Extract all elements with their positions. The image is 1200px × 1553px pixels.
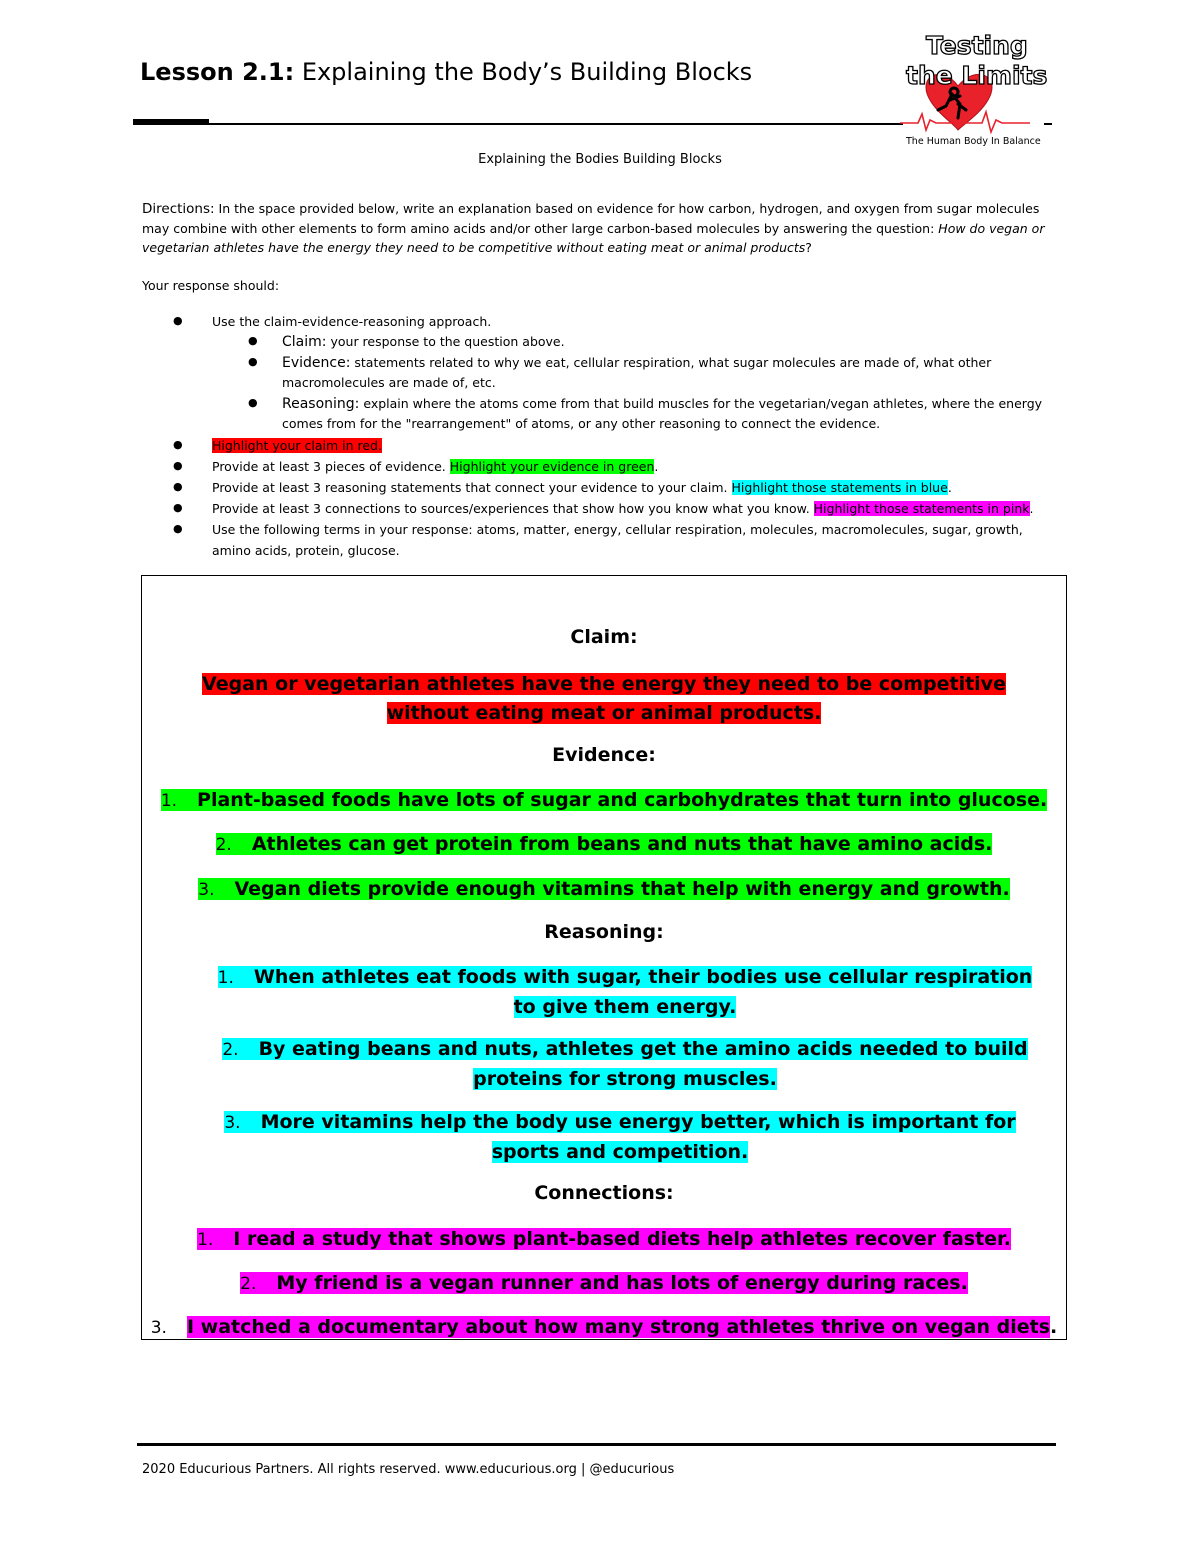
reasoning-item: [220, 1108, 1020, 1167]
reasoning-item-2: [222, 1038, 1027, 1090]
list-item: [140, 311, 1060, 435]
list-number: 1.: [197, 1230, 214, 1250]
reasoning-heading: Reasoning:: [544, 921, 664, 943]
list-item: [212, 332, 1060, 353]
list-item: [140, 456, 1060, 477]
reasoning-text: When athletes eat foods with sugar, their bodies use cellular respiration to give them energy.: [253, 966, 1033, 1018]
lesson-title-text: Explaining the Body’s Building Blocks: [294, 58, 753, 86]
punctuation: .: [1029, 500, 1034, 516]
reasoning-text: By eating beans and nuts, athletes get the amino acids needed to build proteins for strong muscles.: [258, 1038, 1028, 1090]
evidence-text: Athletes can get protein from beans and nuts that have amino acids.: [251, 833, 993, 855]
reasoning-definition: explain where the atoms come from that build muscles for the vegetarian/vegan athletes, where the energy comes from for the "rearrangement" of atoms, or any other reasoning to connect the evidence.: [282, 395, 1043, 431]
directions-paragraph: [142, 199, 1062, 257]
evidence-item: [142, 830, 1066, 860]
evidence-item-1: [161, 789, 1047, 811]
requirement-reasoning-highlight: Highlight those statements in blue: [731, 479, 948, 495]
reasoning-item-1: [218, 966, 1033, 1018]
list-item: [140, 477, 1060, 498]
testing-the-limits-logo: [898, 28, 1048, 150]
worksheet-title: Explaining the Bodies Building Blocks: [478, 152, 722, 167]
connection-item: [142, 1225, 1066, 1255]
claim-definition: your response to the question above.: [326, 334, 565, 349]
requirement-terms: Use the following terms in your response: atoms, matter, energy, cellular respiration, molecules, macromolecules, sugar, growth, amino acids, protein, glucose.: [212, 521, 1023, 558]
directions-end: ?: [805, 240, 812, 255]
footer-text: 2020 Educurious Partners. All rights reserved. www.educurious.org | @educurious: [142, 1462, 675, 1477]
connection-text: My friend is a vegan runner and has lots of energy during races.: [276, 1272, 968, 1294]
requirements-list: [140, 311, 1060, 561]
claim-answer-text: Vegan or vegetarian athletes have the energy they need to be competitive without eating meat or animal products.: [202, 673, 1006, 724]
evidence-item: [142, 786, 1066, 816]
list-item: [212, 353, 1060, 394]
list-number: 1.: [160, 791, 178, 811]
cer-sublist: [212, 332, 1060, 435]
claim-answer: [164, 670, 1044, 728]
directions-text: In the space provided below, write an explanation based on evidence for how carbon, hydrogen, and oxygen from sugar molecules may combine with other elements to form amino acids and/or other large carbon-based molecules by answering the question:: [142, 201, 1040, 236]
connection-item-2: [240, 1272, 968, 1294]
list-item: [140, 435, 1060, 456]
reasoning-item: [210, 963, 1040, 1022]
evidence-term: Evidence:: [282, 354, 351, 371]
lesson-label: Lesson 2.1:: [140, 58, 295, 86]
reasoning-item: [190, 1035, 1060, 1094]
evidence-text: Vegan diets provide enough vitamins that help with energy and growth.: [234, 878, 1010, 900]
requirement-cer: Use the claim-evidence-reasoning approach.: [212, 314, 492, 329]
evidence-definition: statements related to why we eat, cellular respiration, what sugar molecules are made of, what other macromolecules are made of, etc.: [282, 354, 992, 390]
connections-heading: Connections:: [534, 1182, 674, 1204]
claim-heading: Claim:: [570, 626, 638, 648]
punctuation: .: [1050, 1316, 1058, 1338]
reasoning-text: More vitamins help the body use energy better, which is important for sports and competition.: [260, 1111, 1016, 1163]
list-item: [140, 519, 1060, 561]
punctuation: .: [654, 458, 659, 474]
requirement-reasoning: Provide at least 3 reasoning statements that connect your evidence to your claim.: [212, 479, 732, 495]
logo-line2: the Limits: [906, 61, 1048, 90]
reasoning-item-3: [224, 1111, 1015, 1163]
directions-label: Directions:: [142, 201, 215, 217]
evidence-text: Plant-based foods have lots of sugar and carbohydrates that turn into glucose.: [197, 789, 1048, 811]
reasoning-term: Reasoning:: [282, 395, 360, 412]
list-number: 3.: [150, 1318, 167, 1338]
evidence-item-2: [216, 833, 993, 855]
punctuation: .: [947, 479, 952, 495]
connection-item: [142, 1313, 1066, 1343]
list-number: 1.: [217, 968, 234, 988]
evidence-heading: Evidence:: [552, 744, 656, 766]
list-item: [140, 498, 1060, 519]
header-rule: [133, 123, 903, 125]
requirement-evidence-highlight: Highlight your evidence in green: [449, 458, 655, 474]
list-number: 3.: [224, 1113, 241, 1133]
requirement-connections-highlight: Highlight those statements in pink: [813, 500, 1030, 516]
connection-text: I read a study that shows plant-based diets help athletes recover faster.: [233, 1228, 1011, 1250]
evidence-item-3: [198, 878, 1009, 900]
response-intro: Your response should:: [142, 278, 280, 293]
list-number: 2.: [215, 835, 232, 855]
list-number: 2.: [240, 1274, 257, 1294]
claim-term: Claim:: [282, 334, 327, 350]
requirement-evidence: Provide at least 3 pieces of evidence.: [212, 458, 450, 474]
footer-rule: [137, 1443, 1056, 1446]
logo-line1: Testing: [926, 31, 1028, 60]
connection-item: [142, 1269, 1066, 1299]
list-item: [212, 394, 1060, 435]
logo-tagline: The Human Body In Balance: [906, 136, 1041, 147]
list-number: 2.: [222, 1040, 239, 1060]
evidence-item: [142, 875, 1066, 905]
list-number: 3.: [198, 880, 215, 900]
requirement-claim-highlight: Highlight your claim in red.: [212, 437, 382, 453]
connection-item-3: I watched a documentary about how many strong athletes thrive on vegan diets: [186, 1316, 1051, 1338]
directions-question: How do vegan or vegetarian athletes have the energy they need to be competitive without eating meat or animal products: [142, 221, 1045, 255]
lesson-title: [140, 58, 752, 86]
connection-item-1: [197, 1228, 1011, 1250]
requirement-connections: Provide at least 3 connections to sources/experiences that show how you know what you know.: [212, 500, 814, 516]
